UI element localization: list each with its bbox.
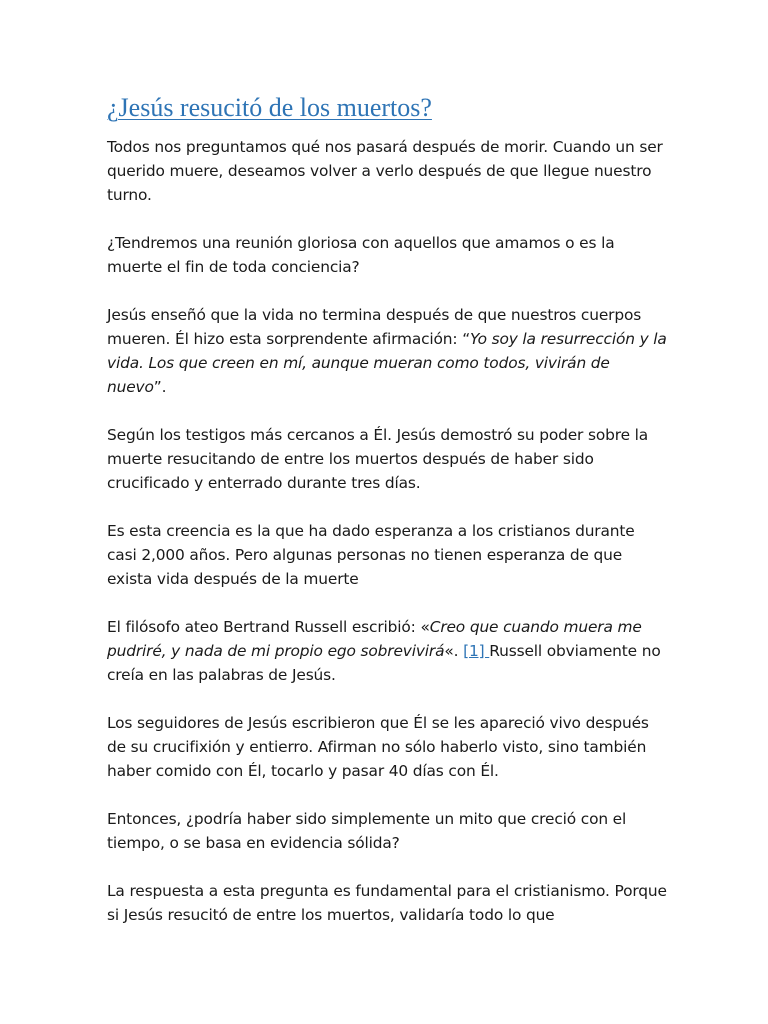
russell-quote: Creo que cuando muera me pudriré, y nada de mi propio ego sobrevivirá <box>107 618 642 660</box>
paragraph-1: Todos nos preguntamos qué nos pasará después de morir. Cuando un ser querido muere, deseamos volver a verlo después de que llegue nuestro turno. <box>107 138 663 204</box>
paragraph-9: La respuesta a esta pregunta es fundamental para el cristianismo. Porque si Jesús resucitó de entre los muertos, validaría todo lo que <box>107 882 667 924</box>
paragraph-3-text: Jesús enseñó que la vida no termina después de que nuestros cuerpos mueren. Él hizo esta sorprendente afirmación: “ <box>107 306 642 348</box>
paragraph-8: Entonces, ¿podría haber sido simplemente un mito que creció con el tiempo, o se basa en evidencia sólida? <box>107 810 627 852</box>
paragraph-6-text: El filósofo ateo Bertrand Russell escribió: « <box>107 618 430 636</box>
footnote-link[interactable]: [1] <box>463 642 490 660</box>
paragraph-3 <box>107 303 667 399</box>
paragraph-3-closing: ”. <box>153 378 167 396</box>
document-title: ¿Jesús resucitó de los muertos? <box>107 93 432 122</box>
paragraph-5: Es esta creencia es la que ha dado esperanza a los cristianos durante casi 2,000 años. Pero algunas personas no tienen esperanza de que exista vida después de la muerte <box>107 522 635 588</box>
jesus-quote: Yo soy la resurrección y la vida. Los que creen en mí, aunque mueran como todos, vivirán de nuevo <box>107 330 667 396</box>
paragraph-4: Según los testigos más cercanos a Él. Jesús demostró su poder sobre la muerte resucitando de entre los muertos después de haber sido crucificado y enterrado durante tres días. <box>107 426 649 492</box>
paragraph-6-closing: Russell obviamente no creía en las palabras de Jesús. <box>107 642 661 684</box>
paragraph-6-quote-close: «. <box>444 642 464 660</box>
paragraph-7: Los seguidores de Jesús escribieron que Él se les apareció vivo después de su crucifixión y entierro. Afirman no sólo haberlo visto, sino también haber comido con Él, tocarlo y pasar 40 días con Él. <box>107 714 649 780</box>
paragraph-6 <box>107 615 667 687</box>
document-page <box>107 93 667 951</box>
paragraph-2: ¿Tendremos una reunión gloriosa con aquellos que amamos o es la muerte el fin de toda conciencia? <box>107 234 615 276</box>
